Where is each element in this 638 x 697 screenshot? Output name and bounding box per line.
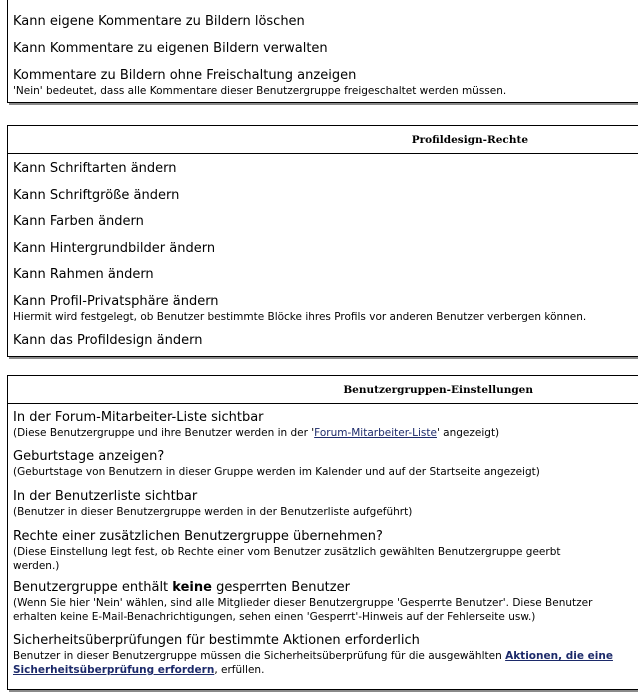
security-actions-link[interactable]: Aktionen, die eine Sicherheitsüberprüfung erfordern bbox=[13, 650, 613, 676]
setting-label: Kann Farben ändern bbox=[13, 214, 144, 229]
setting-label: Rechte einer zusätzlichen Benutzergruppe übernehmen? bbox=[13, 529, 383, 544]
panel-title: Benutzergruppen-Einstellungen bbox=[343, 383, 533, 396]
setting-description: (Geburtstage von Benutzern in dieser Gruppe werden im Kalender und auf der Startseite angezeigt) bbox=[13, 466, 540, 478]
setting-row bbox=[13, 633, 613, 677]
setting-label: Kann Hintergrundbilder ändern bbox=[13, 241, 216, 256]
setting-label: Sicherheitsüberprüfungen für bestimmte Aktionen erforderlich bbox=[13, 633, 420, 648]
setting-description: Hiermit wird festgelegt, ob Benutzer bestimmte Blöcke ihres Profils vor anderen Benutzer verbergen können. bbox=[13, 311, 587, 323]
setting-row bbox=[13, 529, 603, 573]
label-emphasis: keine bbox=[172, 580, 212, 595]
panel-title: Profildesign-Rechte bbox=[411, 133, 528, 146]
setting-description: (Wenn Sie hier 'Nein' wählen, sind alle Mitglieder dieser Benutzergruppe 'Gesperrte Benutzer'. Diese Benutzer erhalten keine E-Mail-Benachrichtigungen, sehen einen 'Gesperrt'-Hinweis auf der Fehlerseite usw.) bbox=[13, 597, 593, 623]
setting-row bbox=[13, 333, 203, 349]
setting-label: Kann Rahmen ändern bbox=[13, 267, 154, 282]
setting-label bbox=[13, 580, 628, 596]
panel-header bbox=[8, 126, 638, 154]
setting-description: (Benutzer in dieser Benutzergruppe werden in der Benutzerliste aufgeführt) bbox=[13, 506, 413, 518]
description-text: Benutzer in dieser Benutzergruppe müssen die Sicherheitsüberprüfung für die ausgewählten bbox=[13, 650, 506, 662]
setting-row bbox=[13, 214, 144, 230]
setting-label: Kann Schriftarten ändern bbox=[13, 161, 177, 176]
setting-label: Kommentare zu Bildern ohne Freischaltung anzeigen bbox=[13, 68, 357, 83]
setting-row bbox=[13, 580, 628, 624]
setting-label: Kann eigene Kommentare zu Bildern löschen bbox=[13, 14, 305, 29]
description-text: (Diese Benutzergruppe und ihre Benutzer werden in der ' bbox=[13, 427, 315, 439]
setting-description bbox=[13, 426, 628, 440]
label-text: gesperrten Benutzer bbox=[211, 580, 350, 595]
usergroup-settings-panel bbox=[7, 375, 638, 690]
setting-row bbox=[13, 410, 628, 440]
profile-design-permissions-panel bbox=[7, 125, 638, 357]
setting-row bbox=[13, 241, 215, 257]
setting-label: In der Forum-Mitarbeiter-Liste sichtbar bbox=[13, 410, 264, 425]
setting-label: Kann das Profildesign ändern bbox=[13, 333, 203, 348]
setting-row bbox=[13, 449, 628, 479]
staff-list-link[interactable]: Forum-Mitarbeiter-Liste bbox=[314, 427, 437, 439]
setting-row bbox=[13, 188, 179, 204]
setting-label: In der Benutzerliste sichtbar bbox=[13, 489, 198, 504]
setting-row bbox=[13, 41, 328, 57]
setting-label: Kann Kommentare zu eigenen Bildern verwalten bbox=[13, 41, 328, 56]
description-text: , erfüllen. bbox=[214, 664, 265, 676]
label-text: Benutzergruppe enthält bbox=[13, 580, 173, 595]
description-text: ' angezeigt) bbox=[436, 427, 500, 439]
setting-row bbox=[13, 294, 633, 324]
setting-description: (Diese Einstellung legt fest, ob Rechte einer vom Benutzer zusätzlich gewählten Benutzergruppe geerbt werden.) bbox=[13, 546, 561, 572]
setting-row bbox=[13, 68, 633, 98]
setting-row bbox=[13, 161, 177, 177]
setting-row bbox=[13, 489, 628, 519]
setting-description bbox=[13, 649, 613, 677]
setting-row bbox=[13, 267, 154, 283]
panel-header bbox=[8, 376, 638, 404]
setting-label: Geburtstage anzeigen? bbox=[13, 449, 165, 464]
setting-label: Kann Schriftgröße ändern bbox=[13, 188, 180, 203]
setting-description: 'Nein' bedeutet, dass alle Kommentare dieser Benutzergruppe freigeschaltet werden müssen. bbox=[13, 85, 507, 97]
setting-label: Kann Profil-Privatsphäre ändern bbox=[13, 294, 219, 309]
setting-row bbox=[13, 14, 305, 30]
comments-permissions-panel bbox=[7, 0, 638, 103]
